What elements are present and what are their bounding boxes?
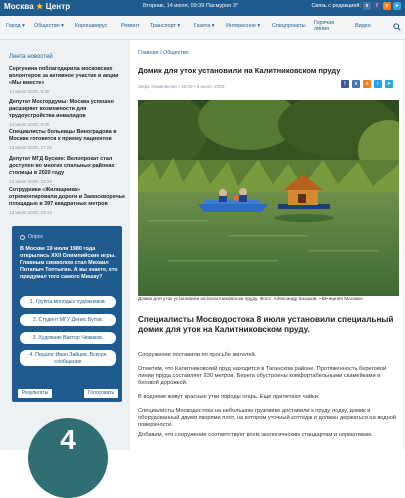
breadcrumb-home[interactable]: Главная [138,50,159,56]
news-text[interactable]: Сергунина поблагодарила московских волонтеров за активное участие в акции «Мы вместе» [9,66,119,86]
news-item[interactable] [9,66,127,94]
breadcrumb [138,50,189,56]
article-date: 19:00 • 8 июля, 2020 [181,84,225,89]
article-paragraph: В водоеме живут красные утки породы огарь. Еще прилетают чайки. [138,394,320,400]
news-item[interactable] [9,156,127,184]
share-bar [341,80,393,88]
telegram-icon[interactable]: ➤ [394,3,400,9]
poll-question: В Москве 19 июля 1980 года открылись XXII Олимпийские игры. Главным символом стал Михаил Потапыч Топтыгин. А вы знаете, кто придумал того самого Мишку? [20,246,118,280]
poll-option[interactable]: 4. Педагог Иван Зайцев. Вскоре сообщение [20,350,116,366]
news-item[interactable] [9,99,127,127]
news-date: 14 июля 2020, 9:30 [9,89,50,94]
news-date: 13 июля 2020, 15:10 [9,210,53,215]
article-meta: Зифа Хамиевкова • 19:00 • 8 июля, 2020 [138,84,225,89]
poll-label: Опрос [20,234,43,240]
article-lead: Специалисты Мосводостока 8 июля установили специальный домик для уток на Калитниковском пруду. [138,315,394,334]
poll-option[interactable]: 3. Художник Виктор Чижиков. [20,332,116,344]
article-author[interactable]: Зифа Хамиевкова [138,84,177,89]
share-ok-icon[interactable]: о [363,80,371,88]
search-icon[interactable] [393,23,401,31]
facebook-icon[interactable]: f [373,2,381,10]
article-photo [138,100,399,296]
nav-item-interesting[interactable]: Интересное ▾ [226,23,261,29]
poll-option[interactable]: 2. Студент МГУ Денис Бутов. [20,314,116,326]
contact-block [311,2,401,10]
share-vk-icon[interactable]: в [352,80,360,88]
vk-icon[interactable]: в [363,2,371,10]
sidebar-title: Лента новостей [9,54,53,60]
results-button[interactable]: Результаты [18,389,52,398]
nav-item-video[interactable]: Видео [355,23,371,29]
poll-widget [12,226,122,402]
nav-item-transport[interactable]: Транспорт ▾ [150,23,181,29]
logo-suffix: Центр [45,2,71,11]
article-paragraph: Сооружение поставили по просьбе жителей. [138,352,257,358]
news-date: 13 июля 2020, 17:21 [9,145,53,150]
contact-label: Связь с редакцией: [311,3,361,9]
breadcrumb-separator: / [160,50,162,56]
share-telegram-icon[interactable]: ➤ [386,81,392,87]
nav-item-city[interactable]: Город ▾ [6,23,25,29]
article-paragraph: Специалисты Мосводостока на небольшом грузовике доставили к пруду лодку, домик и оборудованный двумя якорями плот, на котором уточный коттедж и должен держаться на водной поверхности. [138,408,397,428]
article-paragraph: Добавим, что сооружение соответствует всем экологическим стандартам и нормативам. [138,432,373,438]
nav-item-repair[interactable]: Ремонт [121,23,140,29]
share-twitter-icon[interactable]: t [374,80,382,88]
poll-dot-icon [20,235,25,240]
article-paragraph: Отметим, что Калитниковский пруд находится в Таганском районе. Протяженность береговой линии пруда составляет 930 метров. Берега обустроены комфортабельными скамейками и беговой дорожкой. [138,366,387,386]
news-item[interactable] [9,129,127,150]
news-date: 13 июля 2020, 16:30 [9,179,53,184]
news-text[interactable]: Сотрудники «Жилищника» отремонтировали дороги в Замоскворечье площадью в 397 квадратных метров [9,187,126,207]
star-icon: ★ [36,2,44,11]
news-text[interactable]: Депутат Мосгордумы: Москва успешно расширяет возможности для трудоустройства инвалидов [9,99,114,119]
nav-item-newspaper[interactable]: Газета ▾ [194,23,215,29]
site-logo[interactable] [4,2,70,11]
news-text[interactable]: Специалисты больницы Виноградова в Москве готовятся к приему пациентов [9,129,117,142]
share-facebook-icon[interactable]: f [341,80,349,88]
ok-icon[interactable]: о [383,2,391,10]
main-nav [0,16,405,40]
logo-prefix: Москва [4,2,34,11]
vote-button[interactable]: Голосовать [84,389,118,398]
poll-option[interactable]: 1. Группа молодых художников. [20,296,116,308]
article-title: Домик для уток установили на Калитниковском пруду [138,66,341,75]
nav-item-special[interactable]: Спецпроекты [272,23,306,29]
nav-item-society[interactable]: Общество ▾ [34,23,64,29]
breadcrumb-section[interactable]: Общество [163,50,189,56]
promo-badge[interactable]: 4 [28,418,108,498]
nav-item-coronavirus[interactable]: Коронавирус [75,23,108,29]
top-bar [0,0,405,16]
news-date: 14 июля 2020, 9:00 [9,122,50,127]
date-weather: Вторник, 14 июля, 09:39 Пасмурно 3° [143,3,239,9]
news-text[interactable]: Депутат МГД Бускин: Велопрокат стал доступен во многих спальных районах столицы в 2020 году [9,156,115,176]
news-item[interactable] [9,187,127,215]
photo-caption: Домик для уток установили на Калитниковском пруду. Фото: Александр Казаков, «Вечерняя Москва» [138,297,364,302]
nav-item-hotline[interactable]: Горячая линия [314,20,335,32]
